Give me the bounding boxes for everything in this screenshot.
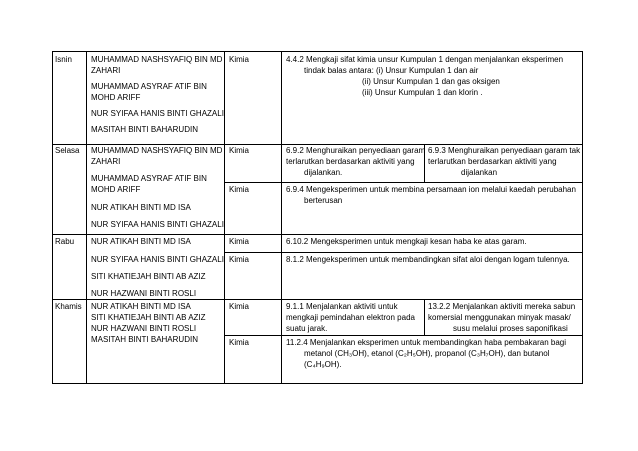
activity-text: (C₄H₉OH). xyxy=(304,360,342,369)
cell-divider xyxy=(224,252,582,253)
subject-cell: Kimia xyxy=(229,237,250,246)
day-cell: Isnin xyxy=(55,55,72,64)
subject-cell: Kimia xyxy=(229,146,250,155)
activity-text: 9.1.1 Menjalankan aktiviti untuk xyxy=(286,302,398,311)
col-divider xyxy=(424,299,425,335)
student-name: MUHAMMAD NASHSYAFIQ BIN MD ZAHARI xyxy=(91,55,223,75)
activity-text: 6.9.2 Menghuraikan penyediaan garam xyxy=(286,146,426,155)
student-name: MASITAH BINTI BAHARUDIN xyxy=(91,335,198,344)
student-name: NUR HAZWANI BINTI ROSLI xyxy=(91,324,197,333)
day-cell: Rabu xyxy=(55,237,75,246)
student-name: SITI KHATIEJAH BINTI AB AZIZ xyxy=(91,313,206,322)
subject-cell: Kimia xyxy=(229,255,250,264)
student-name: MUHAMMAD NASHSYAFIQ BIN MD ZAHARI xyxy=(91,146,223,166)
student-name: NUR HAZWANI BINTI ROSLI xyxy=(91,289,197,298)
activity-text: 6.9.3 Menghuraikan penyediaan garam tak xyxy=(428,146,581,155)
activity-text: suatu jarak. xyxy=(286,324,328,333)
activity-text: dijalankan xyxy=(461,168,498,177)
activity-text: (ii) Unsur Kumpulan 1 dan gas oksigen xyxy=(362,77,500,86)
day-cell: Selasa xyxy=(55,146,80,155)
activity-text: 6.10.2 Mengeksperimen untuk mengkaji kesan haba ke atas garam. xyxy=(286,237,527,246)
activity-text: 6.9.4 Mengeksperimen untuk membina persamaan ion melalui kaedah perubahan xyxy=(286,185,576,194)
row-divider xyxy=(53,234,582,235)
student-name: NUR SYIFAA HANIS BINTI GHAZALI xyxy=(91,255,224,264)
subject-cell: Kimia xyxy=(229,302,250,311)
subject-cell: Kimia xyxy=(229,185,250,194)
student-name: NUR ATIKAH BINTI MD ISA xyxy=(91,237,191,246)
student-name: MUHAMMAD ASYRAF ATIF BIN MOHD ARIFF xyxy=(91,174,207,194)
col-divider xyxy=(281,52,282,383)
activity-text: komersial menggunakan minyak masak/ xyxy=(428,313,571,322)
activity-text: mengkaji pemindahan elektron pada xyxy=(286,313,415,322)
student-name: NUR SYIFAA HANIS BINTI GHAZALI xyxy=(91,220,224,229)
activity-text: berterusan xyxy=(304,196,343,205)
student-name: NUR ATIKAH BINTI MD ISA xyxy=(91,203,191,212)
activity-text: terlarutkan berdasarkan aktiviti yang xyxy=(428,157,557,166)
activity-text: (iii) Unsur Kumpulan 1 dan klorin . xyxy=(362,88,483,97)
activity-text: 13.2.2 Menjalankan aktiviti mereka sabun xyxy=(428,302,576,311)
activity-text: terlarutkan berdasarkan aktiviti yang xyxy=(286,157,415,166)
student-name: NUR SYIFAA HANIS BINTI GHAZALI xyxy=(91,109,224,118)
activity-text: 4.4.2 Mengkaji sifat kimia unsur Kumpulan 1 dengan menjalankan eksperimen xyxy=(286,55,564,64)
subject-cell: Kimia xyxy=(229,55,250,64)
activity-text: susu melalui proses saponifikasi xyxy=(453,324,568,333)
student-name: SITI KHATIEJAH BINTI AB AZIZ xyxy=(91,272,206,281)
activity-text: 11.2.4 Menjalankan eksperimen untuk membandingkan haba pembakaran bagi xyxy=(286,338,567,347)
cell-divider xyxy=(224,182,582,183)
activity-text: metanol (CH₃OH), etanol (C₂H₅OH), propanol (C₃H₇OH), dan butanol xyxy=(304,349,550,358)
activity-text: 8.1.2 Mengeksperimen untuk membandingkan sifat aloi dengan logam tulennya. xyxy=(286,255,570,264)
col-divider xyxy=(86,52,87,383)
activity-text: dijalankan. xyxy=(304,168,343,177)
subject-cell: Kimia xyxy=(229,338,250,347)
day-cell: Khamis xyxy=(55,302,82,311)
row-divider xyxy=(53,299,582,300)
activity-text: tindak balas antara: (i) Unsur Kumpulan 1 dan air xyxy=(304,66,479,75)
student-name: NUR ATIKAH BINTI MD ISA xyxy=(91,302,191,311)
student-name: MASITAH BINTI BAHARUDIN xyxy=(91,125,198,134)
cell-divider xyxy=(224,335,582,336)
student-name: MUHAMMAD ASYRAF ATIF BIN MOHD ARIFF xyxy=(91,82,207,102)
